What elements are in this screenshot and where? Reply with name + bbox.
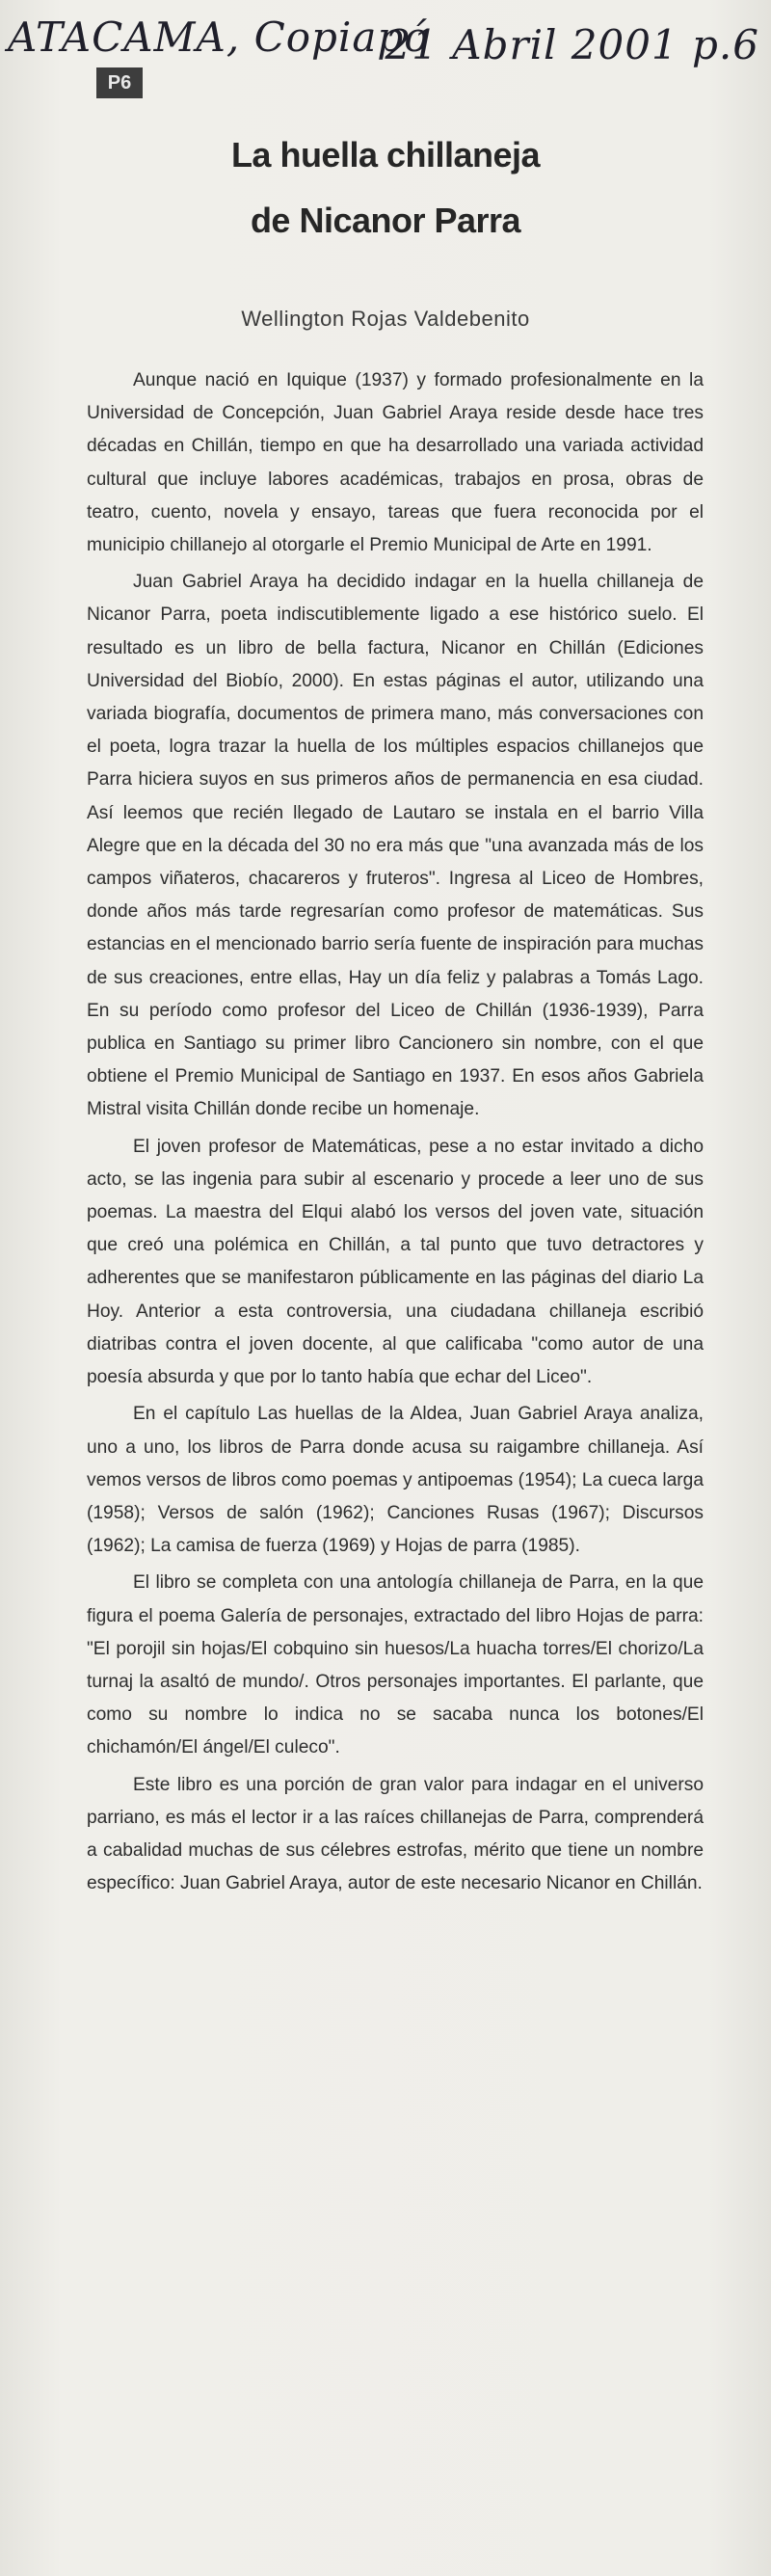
article-paragraph: En el capítulo Las huellas de la Aldea, Juan Gabriel Araya analiza, uno a uno, los libros de Parra donde acusa su raigambre chillaneja. Así vemos versos de libros como poemas y antipoemas (1954); La cueca larga (1958); Versos de salón (1962); Canciones Rusas (1967); Discursos (1962); La camisa de fuerza (1969) y Hojas de parra (1985). xyxy=(87,1404,704,1557)
handwritten-date: 21 Abril 2001 p.6 xyxy=(385,21,759,68)
article-paragraph: Este libro es una porción de gran valor para indagar en el universo parriano, es más el lector ir a las raíces chillanejas de Parra, comprenderá a cabalidad muchas de sus célebres estrofas, mérito que tiene un nombre específico: Juan Gabriel Araya, autor de este necesario Nicanor en Chillán. xyxy=(87,1774,704,1894)
article-body xyxy=(87,364,704,1904)
article-paragraph: El joven profesor de Matemáticas, pese a no estar invitado a dicho acto, se las ingenia para subir al escenario y procede a leer uno de sus poemas. La maestra del Elqui alabó los versos del joven vate, situación que creó una polémica en Chillán, a tal punto que tuvo detractores y adherentes que se manifestaron públicamente en las páginas del diario La Hoy. Anterior a esta controversia, una ciudadana chillaneja escribió diatribas contra el joven docente, al que calificaba "como autor de una poesía absurda y que por lo tanto había que echar del Liceo". xyxy=(87,1136,704,1388)
article-title-line-1: La huella chillaneja xyxy=(230,135,541,174)
article-paragraph: El libro se completa con una antología chillaneja de Parra, en la que figura el poema Galería de personajes, extractado del libro Hojas de parra: "El porojil sin hojas/El cobquino sin huesos/La huacha torres/El chorizo/La turnaj la asaltó de mundo/. Otros personajes importantes. El parlante, que como su nombre lo indica no se sacaba nunca los botones/El chichamón/El ángel/El culeco". xyxy=(87,1572,704,1758)
article-title-line-2: de Nicanor Parra xyxy=(250,201,521,240)
page-tag: P6 xyxy=(96,67,143,98)
article-paragraph: Juan Gabriel Araya ha decidido indagar en la huella chillaneja de Nicanor Parra, poeta indiscutiblemente ligado a ese histórico suelo. El resultado es un libro de bella factura, Nicanor en Chillán (Ediciones Universidad del Biobío, 2000). En estas páginas el autor, utilizando una variada biografía, documentos de primera mano, más conversaciones con el poeta, logra trazar la huella de los múltiples espacios chillanejos que Parra hiciera suyos en sus primeros años de permanencia en esa ciudad. Así leemos que recién llegado de Lautaro se instala en el barrio Villa Alegre que en la década del 30 no era más que "una avanzada más de los campos viñateros, chacareros y fruteros". Ingresa al Liceo de Hombres, donde años más tarde regresarían como profesor de matemáticas. Sus estancias en el mencionado barrio sería fuente de inspiración para muchas de sus creaciones, entre ellas, Hay un día feliz y palabras a Tomás Lago. En su período como profesor del Liceo de Chillán (1936-1939), Parra publica en Santiago su primer libro Cancionero sin nombre, con el que obtiene el Premio Municipal de Santiago en 1937. En esos años Gabriela Mistral visita Chillán donde recibe un homenaje. xyxy=(87,572,704,1120)
article-paragraph: Aunque nació en Iquique (1937) y formado profesionalmente en la Universidad de Concepción, Juan Gabriel Araya reside desde hace tres décadas en Chillán, tiempo en que ha desarrollado una variada actividad cultural que incluye labores académicas, trabajos en prosa, obras de teatro, cuento, novela y ensayo, tareas que fuera reconocida por el municipio chillanejo al otorgarle el Premio Municipal de Arte en 1991. xyxy=(87,370,704,556)
article-author: Wellington Rojas Valdebenito xyxy=(241,307,530,331)
handwritten-source: ATACAMA, Copiapó xyxy=(8,13,430,61)
